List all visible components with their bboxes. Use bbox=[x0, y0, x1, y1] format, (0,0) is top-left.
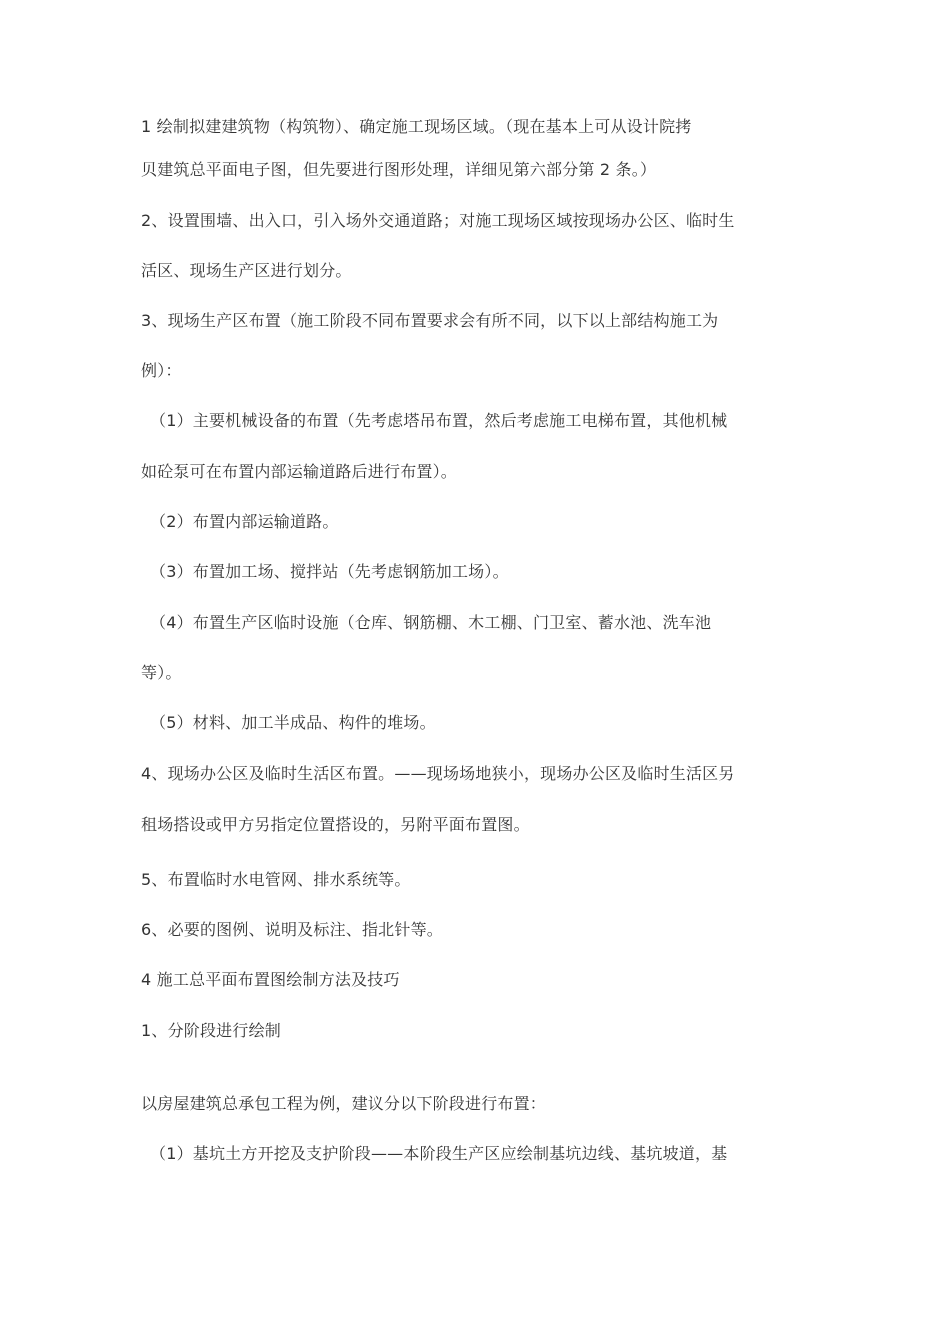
text-line: 1 绘制拟建建筑物（构筑物）、确定施工现场区域。（现在基本上可从设计院拷 bbox=[141, 117, 692, 136]
text-line: （4）布置生产区临时设施（仓库、钢筋棚、木工棚、门卫室、蓄水池、洗车池 bbox=[150, 613, 712, 632]
subsection-heading: 1、分阶段进行绘制 bbox=[141, 1021, 281, 1040]
text-line: 2、设置围墙、出入口，引入场外交通道路；对施工现场区域按现场办公区、临时生 bbox=[141, 211, 735, 230]
text-line: （5）材料、加工半成品、构件的堆场。 bbox=[150, 713, 436, 732]
text-line: 以房屋建筑总承包工程为例，建议分以下阶段进行布置： bbox=[141, 1094, 547, 1113]
text-line: 4、现场办公区及临时生活区布置。——现场场地狭小，现场办公区及临时生活区另 bbox=[141, 764, 735, 783]
text-line: 贝建筑总平面电子图，但先要进行图形处理，详细见第六部分第 2 条。） bbox=[141, 160, 657, 179]
text-line: （3）布置加工场、搅拌站（先考虑钢筋加工场）。 bbox=[150, 562, 509, 581]
text-line: 租场搭设或甲方另指定位置搭设的，另附平面布置图。 bbox=[141, 815, 530, 834]
text-line: （1）主要机械设备的布置（先考虑塔吊布置，然后考虑施工电梯布置，其他机械 bbox=[150, 411, 728, 430]
text-line: 6、必要的图例、说明及标注、指北针等。 bbox=[141, 920, 443, 939]
text-line: （2）布置内部运输道路。 bbox=[150, 512, 339, 531]
text-line: 活区、现场生产区进行划分。 bbox=[141, 261, 352, 280]
text-line: 3、现场生产区布置（施工阶段不同布置要求会有所不同，以下以上部结构施工为 bbox=[141, 311, 719, 330]
section-heading: 4 施工总平面布置图绘制方法及技巧 bbox=[141, 970, 400, 989]
text-line: 5、布置临时水电管网、排水系统等。 bbox=[141, 870, 411, 889]
text-line: 例）： bbox=[141, 361, 182, 380]
text-line: （1）基坑土方开挖及支护阶段——本阶段生产区应绘制基坑边线、基坑坡道，基 bbox=[150, 1144, 728, 1163]
text-line: 如砼泵可在布置内部运输道路后进行布置）。 bbox=[141, 462, 458, 481]
text-line: 等）。 bbox=[141, 663, 182, 682]
